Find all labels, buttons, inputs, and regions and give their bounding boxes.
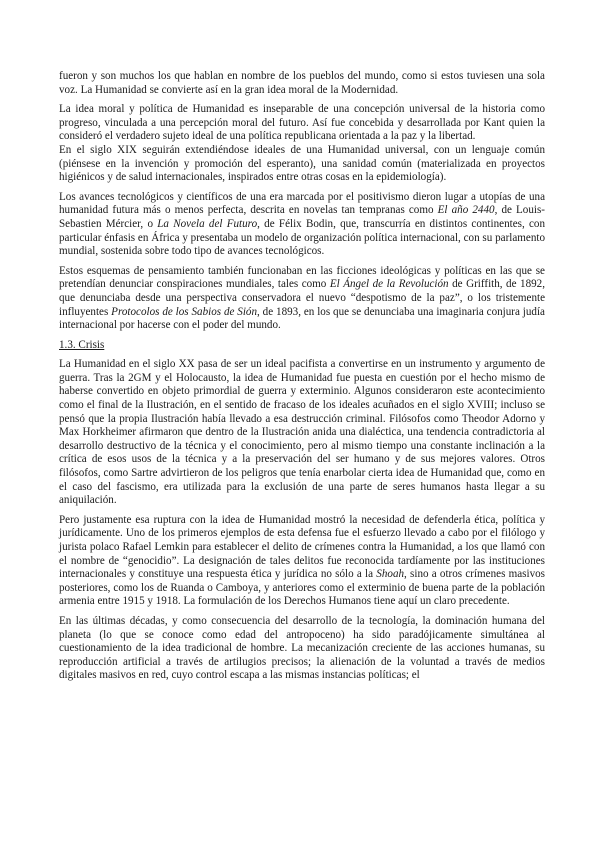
book-title-protocolos: Protocolos de los Sabios de Sión	[111, 305, 258, 318]
book-title-el-ano-2440: El año 2440	[437, 204, 495, 217]
document-page	[59, 70, 545, 689]
paragraph-utopias: Los avances tecnológicos y científicos de una era marcada por el positivismo dieron lugar a utopías de una humanidad futura más o menos perfecta, descrita en novelas tan tempranas como El año 2440, de Louis-Sebastien Mércier, o La Novela del Futuro, de Félix Bodin, que, transcurría en distintos continentes, con particular énfasis en África y presentaba un modelo de organización política internacional, con su parlamento mundial, sostenida sobre todo tipo de avances tecnológicos.	[59, 190, 545, 258]
paragraph-genocidio: Pero justamente esa ruptura con la idea de Humanidad mostró la necesidad de defenderla ética, política y jurídicamente. Uno de los primeros ejemplos de esta defensa fue el esfuerzo llevado a cabo por el filólogo y jurista polaco Rafael Lemkin para establecer el delito de crímenes contra la Humanidad, a los que llamó con el nombre de “genocidio”. La designación de tales delitos fue reconocida tardíamente por las instituciones internacionales y constituye una respuesta ética y jurídica no sólo a la Shoah, sino a otros crímenes masivos posteriores, como los de Ruanda o Camboya, y anteriores como el exterminio de buena parte de la población armenia entre 1915 y 1918. La formulación de los Derechos Humanos tiene aquí un claro precedente.	[59, 513, 545, 608]
book-title-el-angel-de-la-revolucion: El Ángel de la Revolución	[329, 278, 449, 291]
paragraph-antropoceno: En las últimas décadas, y como consecuencia del desarrollo de la tecnología, la dominación humana del planeta (lo que se conoce como edad del antropoceno) ha sido paradójicamente simultánea al cuestionamiento de la idea tradicional de hombre. La mecanización creciente de las acciones humanas, su reproducción artificial a través de artilugios precisos; la alienación de la voluntad a través de medios digitales masivos en red, cuyo control escapa a las mismas instancias políticas; el	[59, 614, 545, 682]
paragraph-siglo-xix: En el siglo XIX seguirán extendiéndose ideales de una Humanidad universal, con un lenguaje común (piénsese en la invención y promoción del esperanto), una sanidad común (materializada en proyectos higiénicos y de salud internacionales, inspirados entre otras cosas en la epidemiología).	[59, 143, 545, 184]
paragraph-ficciones: Estos esquemas de pensamiento también funcionaban en las ficciones ideológicas y políticas en las que se pretendían denunciar conspiraciones mundiales, tales como El Ángel de la Revolución de Griffith, de 1892, que denunciaba desde una perspectiva conservadora el nuevo “despotismo de la paz”, o los tristemente influyentes Protocolos de los Sabios de Sión, de 1893, en los que se denunciaba una imaginaria conjura judía internacional por hacerse con el poder del mundo.	[59, 264, 545, 332]
term-shoah: Shoah	[376, 568, 405, 581]
paragraph-siglo-xx: La Humanidad en el siglo XX pasa de ser un ideal pacifista a convertirse en un instrumento y argumento de guerra. Tras la 2GM y el Holocausto, la idea de Humanidad fue puesta en cuestión por el hecho mismo de haberse convertido en objeto primordial de guerra y exterminio. Algunos consideraron este acontecimiento como el final de la Ilustración, en el sentido de fracaso de los ideales acuñados en el siglo XVIII; incluso se pensó que la propia Ilustración había llevado a esa destrucción criminal. Filósofos como Theodor Adorno y Max Horkheimer afirmaron que dentro de la Ilustración anida una dialéctica, una tendencia contradictoria al desarrollo destructivo de la técnica y el conocimiento, pero al mismo tiempo una constante inclinación a la crítica de esos usos de la técnica y a la preservación del ser humano y de sus mejores valores. Otros filósofos, como Sartre advirtieron de los peligros que tenía enarbolar cierta idea de Humanidad que, como en el caso del fascismo, era utilizada para la exclusión de una parte de seres humanos hasta llegar a su aniquilación.	[59, 358, 545, 507]
paragraph-intro-continuation: fueron y son muchos los que hablan en nombre de los pueblos del mundo, como si estos tuviesen una sola voz. La Humanidad se convierte así en la gran idea moral de la Modernidad.	[59, 70, 545, 96]
paragraph-kant: La idea moral y política de Humanidad es inseparable de una concepción universal de la historia como progreso, vinculada a una percepción moral del futuro. Así fue concebida y desarrollada por Kant quien la consideró el verdadero sujeto ideal de una política republicana orientada a la paz y la libertad.	[59, 103, 545, 143]
section-heading-crisis: 1.3. Crisis	[59, 338, 105, 351]
book-title-la-novela-del-futuro: La Novela del Futuro	[157, 217, 258, 230]
